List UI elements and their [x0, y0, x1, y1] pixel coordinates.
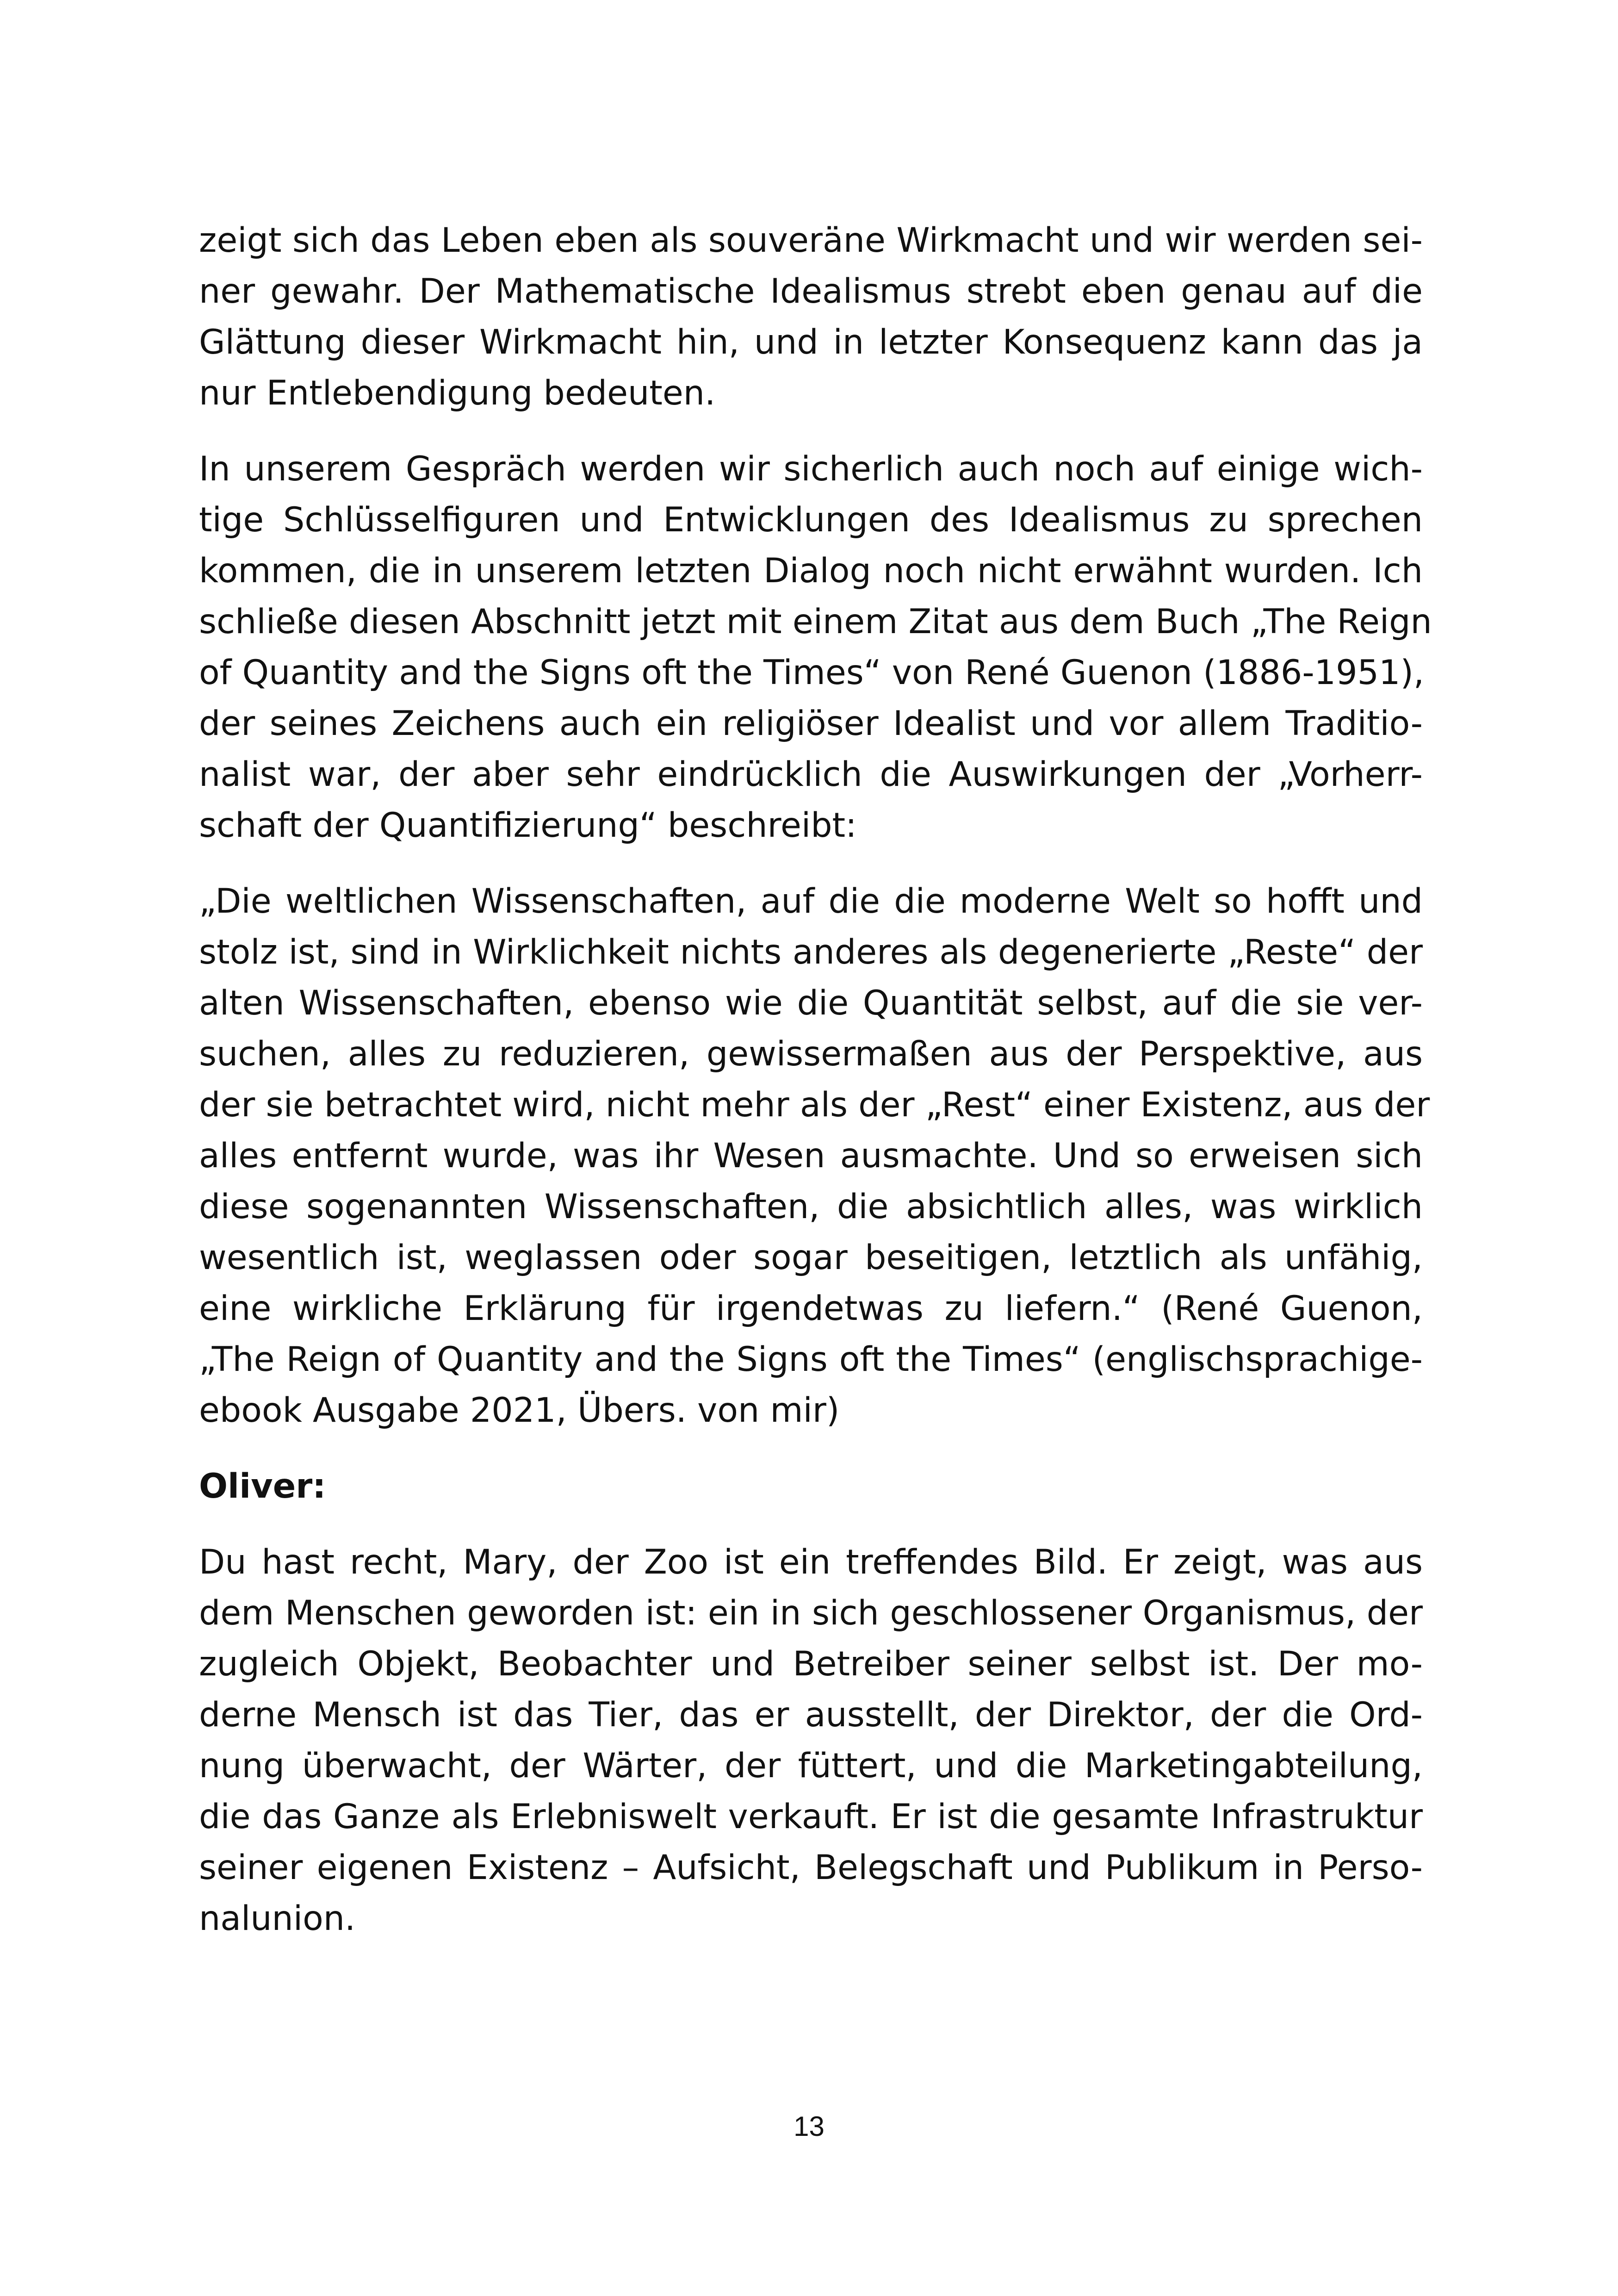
text-line: wesentlich ist, weglassen oder sogar beseitigen, letztlich als unfähig, [199, 1238, 1423, 1277]
text-line: nur Entlebendigung bedeuten. [199, 373, 716, 413]
text-line: Du hast recht, Mary, der Zoo ist ein treffendes Bild. Er zeigt, was aus [199, 1543, 1423, 1582]
text-line: of Quantity and the Signs oft the Times“ von René Guenon (1886-1951), [199, 653, 1425, 692]
text-line: kommen, die in unserem letzten Dialog noch nicht erwähnt wurden. Ich [199, 551, 1423, 591]
body-text [199, 215, 1432, 1969]
paragraph-4 [199, 1537, 1423, 1944]
page-number: 13 [794, 2111, 824, 2142]
text-line: alten Wissenschaften, ebenso wie die Quantität selbst, auf die sie ver- [199, 983, 1423, 1023]
paragraph-1 [199, 215, 1423, 419]
text-line: ebook Ausgabe 2021, Übers. von mir) [199, 1391, 840, 1430]
text-line: ner gewahr. Der Mathematische Idealismus strebt eben genau auf die [199, 272, 1423, 311]
quote-paragraph [199, 876, 1430, 1436]
text-line: nalunion. [199, 1899, 356, 1938]
text-line: der seines Zeichens auch ein religiöser Idealist und vor allem Traditio- [199, 704, 1423, 743]
text-line: seiner eigenen Existenz – Aufsicht, Belegschaft und Publikum in Perso- [199, 1848, 1423, 1887]
text-line: schließe diesen Abschnitt jetzt mit einem Zitat aus dem Buch „The Reign [199, 602, 1432, 641]
text-line: stolz ist, sind in Wirklichkeit nichts anderes als degenerierte „Reste“ der [199, 933, 1423, 972]
text-line: suchen, alles zu reduzieren, gewissermaßen aus der Perspektive, aus [199, 1034, 1423, 1074]
text-line: dem Menschen geworden ist: ein in sich geschlossener Organismus, der [199, 1593, 1423, 1633]
text-line: schaft der Quantifizierung“ beschreibt: [199, 806, 857, 845]
paragraph-2 [199, 444, 1432, 851]
text-line: eine wirkliche Erklärung für irgendetwas zu liefern.“ (René Guenon, [199, 1289, 1423, 1328]
text-line: die das Ganze als Erlebniswelt verkauft. Er ist die gesamte Infrastruktur [199, 1797, 1423, 1836]
text-line: „The Reign of Quantity and the Signs oft the Times“ (englischsprachige- [199, 1340, 1423, 1379]
text-line: zeigt sich das Leben eben als souveräne Wirkmacht und wir werden sei- [199, 221, 1423, 260]
text-line: der sie betrachtet wird, nicht mehr als der „Rest“ einer Existenz, aus der [199, 1085, 1430, 1125]
text-line: alles entfernt wurde, was ihr Wesen ausmachte. Und so erweisen sich [199, 1136, 1423, 1176]
text-line: nung überwacht, der Wärter, der füttert, und die Marketingabteilung, [199, 1746, 1423, 1786]
text-line: „Die weltlichen Wissenschaften, auf die die moderne Welt so hofft und [199, 882, 1423, 921]
speaker-label: Oliver: [199, 1467, 326, 1506]
text-line: zugleich Objekt, Beobachter und Betreiber seiner selbst ist. Der mo- [199, 1644, 1423, 1684]
text-line: Glättung dieser Wirkmacht hin, und in letzter Konsequenz kann das ja [199, 323, 1423, 362]
text-line: diese sogenannten Wissenschaften, die absichtlich alles, was wirklich [199, 1187, 1423, 1226]
text-line: tige Schlüsselfiguren und Entwicklungen des Idealismus zu sprechen [199, 500, 1423, 540]
text-line: derne Mensch ist das Tier, das er ausstellt, der Direktor, der die Ord- [199, 1695, 1423, 1735]
text-line: In unserem Gespräch werden wir sicherlich auch noch auf einige wich- [199, 449, 1423, 489]
text-line: nalist war, der aber sehr eindrücklich die Auswirkungen der „Vorherr- [199, 755, 1423, 794]
